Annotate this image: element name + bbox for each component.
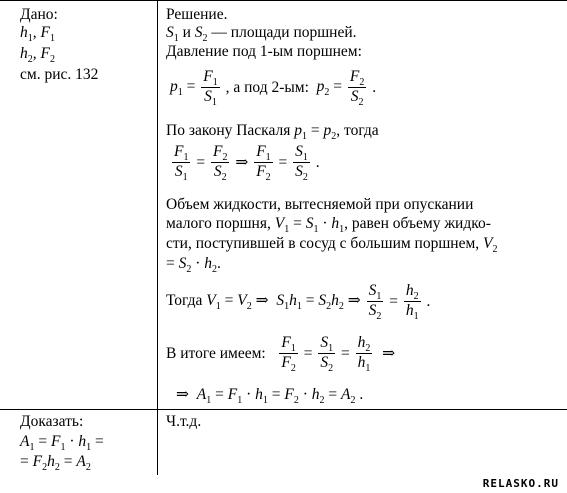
table-top-border <box>0 0 567 1</box>
prove-line-1: $A_1 = F_1 \cdot h_1$ = <box>20 433 104 453</box>
row-divider <box>0 409 567 410</box>
solution-line-2: Давление под 1-ым поршнем: <box>166 43 362 60</box>
then-formula: Тогда $V_1 = V_2$ ⇒ $S_1h_1 = S_2h_2$ ⇒ $\frac{S_1}{S_2}$ = $\frac{h_2}{h_1}$ . <box>166 282 431 322</box>
column-divider <box>157 0 158 475</box>
given-title: Дано: <box>20 6 58 23</box>
volume-line-2: малого поршня, $V_1 = S_1 \cdot h_1$, равен объему жидко- <box>166 215 491 235</box>
pressure-mid-text: , а под 2-ым: <box>225 79 309 96</box>
end-text: Ч.т.д. <box>166 413 202 430</box>
prove-title: Доказать: <box>20 413 84 430</box>
given-line-1: $h_1$, $F_1$ <box>20 24 55 44</box>
result-text: В итоге имеем: <box>166 345 266 362</box>
volume-line-4: = $S_2 \cdot h_2$. <box>166 255 221 275</box>
solution-line-1: $S_1$ и $S_2$ — площади поршней. <box>166 24 357 44</box>
final-formula: ⇒ $A_1 = F_1 \cdot h_1 = F_2 \cdot h_2 = A_2$ . <box>176 386 364 406</box>
prove-line-2: = $F_2h_2 = A_2$ <box>20 453 91 473</box>
given-line-2: $h_2$, $F_2$ <box>20 45 55 65</box>
result-formula: В итоге имеем: $\frac{F_1}{F_2}$ = $\frac{S_1}{S_2}$ = $\frac{h_2}{h_1}$ ⇒ <box>166 334 396 374</box>
pressure-formula: $p_1$ = $\frac{F_1}{S_1}$ , а под 2-ым: $p_2$ = $\frac{F_2}{S_2}$ . <box>170 68 377 108</box>
solution-title: Решение. <box>166 6 228 23</box>
volume-line-3: сти, поступившей в сосуд с большим поршнем, $V_2$ <box>166 235 498 255</box>
watermark: RELASKO.RU <box>482 477 559 490</box>
pascal-law-text: По закону Паскаля $p_1 = p_2$, тогда <box>166 122 379 142</box>
given-line-3: см. рис. 132 <box>20 66 99 83</box>
pascal-formula: $\frac{F_1}{S_1}$ = $\frac{F_2}{S_2}$ ⇒ $\frac{F_1}{F_2}$ = $\frac{S_1}{S_2}$ . <box>174 143 320 183</box>
volume-line-1: Объем жидкости, вытесняемой при опускании <box>166 196 474 213</box>
